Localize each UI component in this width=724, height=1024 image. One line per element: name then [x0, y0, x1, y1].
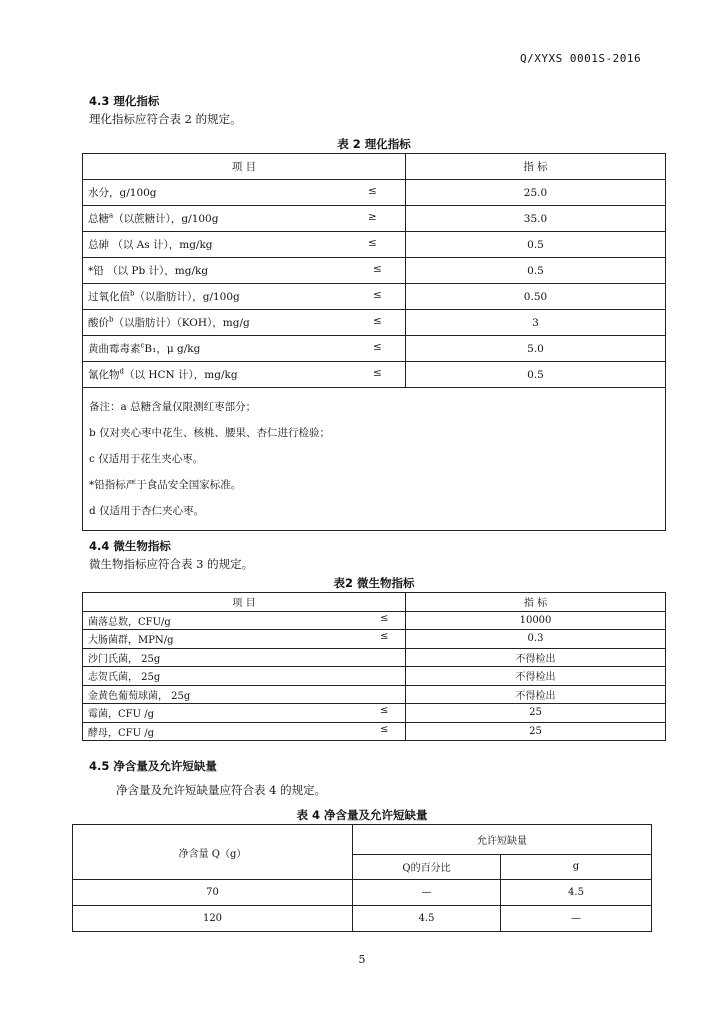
table3-value: 不得检出 — [406, 648, 666, 667]
table4-g: 4.5 — [501, 880, 652, 906]
table-row — [83, 667, 666, 686]
table2-item: 总糖$^a$（以蔗糖计），g/100g ≥ — [83, 206, 406, 232]
table3-caption: 表2 微生物指标 — [333, 576, 415, 590]
table3-item: 沙门氏菌， 25g — [83, 648, 406, 667]
table-row — [73, 880, 652, 906]
table2-value: 0.5 — [406, 232, 666, 258]
table4-pct: 4.5 — [353, 906, 501, 932]
table-row — [83, 648, 666, 667]
table2-item: 酸价$^b$（以脂肪计）（KOH），mg/g ≤ — [83, 310, 406, 336]
table2-notes — [83, 388, 666, 531]
table4-caption: 表 4 净含量及允许短缺量 — [296, 808, 428, 822]
table3-item: 酵母，CFU /g ≤ — [83, 722, 406, 741]
table2-note: c 仅适用于花生夹心枣。 — [89, 453, 204, 465]
table2-note: 备注：a 总糖含量仅限测红枣部分； — [89, 401, 257, 413]
table2-value: 0.50 — [406, 284, 666, 310]
table2-item: 过氧化值$^b$（以脂肪计），g/100g ≤ — [83, 284, 406, 310]
table2-caption: 表 2 理化指标 — [337, 137, 411, 151]
table2-item: 水分，g/100g ≤ — [83, 180, 406, 206]
table2-note: d 仅适用于杏仁夹心枣。 — [89, 505, 205, 517]
table4-g: — — [501, 906, 652, 932]
table-row — [83, 284, 666, 310]
table2-value: 35.0 — [406, 206, 666, 232]
table2-notes-row — [83, 388, 666, 531]
table3-value: 25 — [406, 722, 666, 741]
section-4-5-heading: 4.5 净含量及允许短缺量 — [89, 759, 217, 773]
table3-item: 大肠菌群，MPN/g ≤ — [83, 630, 406, 649]
section-4-4-heading: 4.4 微生物指标 — [89, 539, 171, 553]
table-row — [83, 336, 666, 362]
table-row — [83, 232, 666, 258]
table4-pct: — — [353, 880, 501, 906]
table2-header-row — [83, 154, 666, 180]
table4 — [72, 824, 652, 932]
table2-note: b 仅对夹心枣中花生、核桃、腰果、杏仁进行检验； — [89, 427, 331, 439]
table2-value: 0.5 — [406, 258, 666, 284]
doc-code: Q/XYXS 0001S-2016 — [520, 52, 642, 65]
table4-net: 70 — [73, 880, 353, 906]
table3-item: 志贺氏菌， 25g — [83, 667, 406, 686]
table2-note: *铅指标严于食品安全国家标准。 — [89, 479, 242, 491]
table2-item: 氰化物$^d$（以 HCN 计），mg/kg ≤ — [83, 362, 406, 388]
section-4-3-heading: 4.3 理化指标 — [89, 94, 160, 108]
table-row — [83, 258, 666, 284]
table-row — [83, 685, 666, 704]
table3-value: 不得检出 — [406, 685, 666, 704]
table3-header-row — [83, 593, 666, 612]
table3-value: 不得检出 — [406, 667, 666, 686]
table3-item: 菌落总数，CFU/g ≤ — [83, 611, 406, 630]
table-row — [83, 630, 666, 649]
table3-value: 25 — [406, 704, 666, 723]
table-row — [83, 206, 666, 232]
table2-value: 0.5 — [406, 362, 666, 388]
table2-value: 25.0 — [406, 180, 666, 206]
table4-header-row — [73, 825, 652, 855]
table3-header-item: 项 目 — [83, 593, 406, 612]
table-row — [83, 611, 666, 630]
table3 — [82, 592, 666, 741]
table2-header-value: 指 标 — [406, 154, 666, 180]
table3-item: 霉菌，CFU /g ≤ — [83, 704, 406, 723]
table-row — [83, 180, 666, 206]
page-number: 5 — [358, 953, 366, 966]
table3-value: 10000 — [406, 611, 666, 630]
section-4-3-text: 理化指标应符合表 2 的规定。 — [89, 112, 242, 126]
table4-net: 120 — [73, 906, 353, 932]
section-4-4-text: 微生物指标应符合表 3 的规定。 — [89, 557, 254, 571]
table3-item: 金黄色葡萄球菌， 25g — [83, 685, 406, 704]
table4-header-allow: 允许短缺量 — [353, 825, 652, 855]
table4-header-pct: Q的百分比 — [353, 854, 501, 879]
table-row — [83, 704, 666, 723]
table-row — [83, 310, 666, 336]
table2-item: *铅 （以 Pb 计），mg/kg ≤ — [83, 258, 406, 284]
table-row — [73, 906, 652, 932]
table-row — [83, 362, 666, 388]
table2-header-item: 项 目 — [83, 154, 406, 180]
table3-value: 0.3 — [406, 630, 666, 649]
table4-header-net: 净含量 Q（g） — [73, 825, 353, 880]
section-4-5-text: 净含量及允许短缺量应符合表 4 的规定。 — [116, 783, 327, 797]
table2-value: 5.0 — [406, 336, 666, 362]
table2-item: 黄曲霉毒素$^c$B₁，μ g/kg ≤ — [83, 336, 406, 362]
table2 — [82, 153, 666, 531]
table-row — [83, 722, 666, 741]
table2-item: 总砷 （以 As 计），mg/kg ≤ — [83, 232, 406, 258]
table3-header-value: 指 标 — [406, 593, 666, 612]
table4-header-g: g — [501, 854, 652, 879]
table2-value: 3 — [406, 310, 666, 336]
